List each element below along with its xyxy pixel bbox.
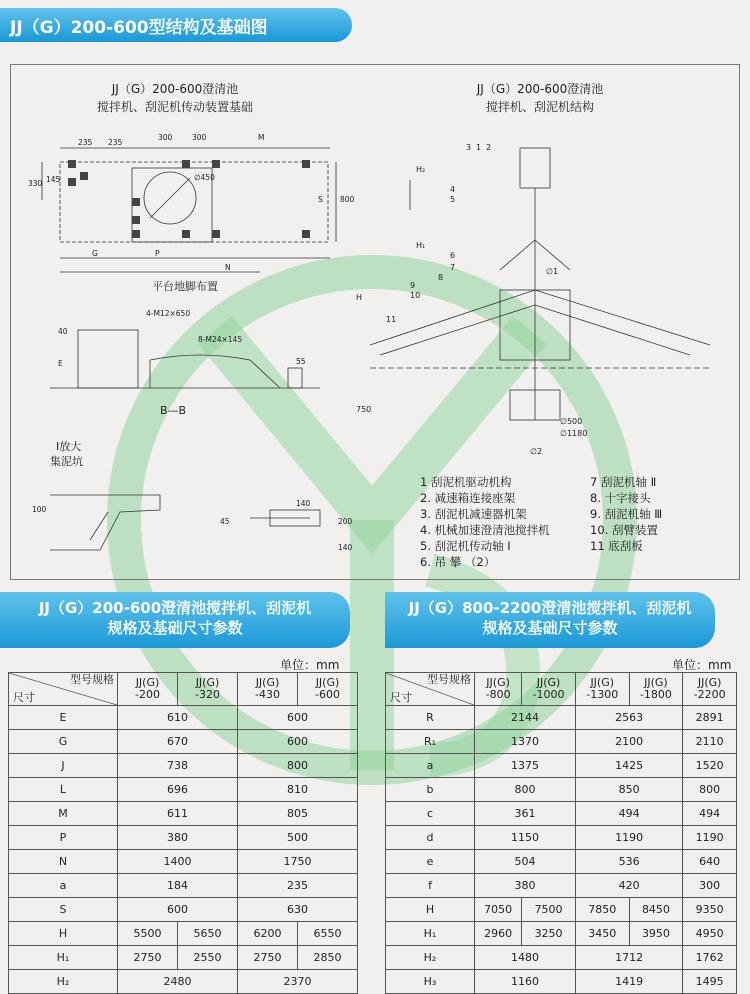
sump-label: 集泥坑 [50, 455, 83, 468]
legend-item: 6. 吊 攀 （2） [420, 555, 496, 569]
dim-800: 800 [340, 195, 355, 204]
table-cell: 2144 [475, 706, 576, 730]
dim-330: 330 [28, 179, 43, 188]
dim-200: 200 [338, 517, 353, 526]
table-cell: 2370 [238, 970, 358, 994]
table-cell: 1762 [683, 946, 737, 970]
table-row [386, 730, 737, 754]
table-cell: 1419 [575, 970, 682, 994]
table-row [9, 946, 358, 970]
row-label: R₁ [386, 730, 475, 754]
table-row [386, 850, 737, 874]
row-label: N [9, 850, 118, 874]
table2-unit: 单位：mm [672, 658, 732, 672]
row-label: H₂ [9, 970, 118, 994]
table-cell: 184 [118, 874, 238, 898]
row-label: a [9, 874, 118, 898]
row-label: d [386, 826, 475, 850]
row-label: E [9, 706, 118, 730]
dim-40: 40 [58, 327, 68, 336]
table-row [386, 922, 737, 946]
table-cell: 2850 [298, 946, 358, 970]
dim-750: 750 [356, 405, 372, 414]
table-cell: 2550 [178, 946, 238, 970]
table-header-row [386, 673, 737, 706]
table-cell: 805 [238, 802, 358, 826]
dim-4m12: 4-M12×650 [146, 309, 191, 318]
dim-45: 45 [220, 517, 230, 526]
table1-title-line1: JJ（G）200-600澄清池搅拌机、刮泥机 [38, 599, 312, 617]
left-title-line2: 搅拌机、刮泥机传动装置基础 [96, 100, 253, 114]
row-label: b [386, 778, 475, 802]
table-cell: 630 [238, 898, 358, 922]
row-label: L [9, 778, 118, 802]
callout-5: 5 [450, 195, 456, 204]
dim-m: M [258, 133, 265, 142]
row-label: e [386, 850, 475, 874]
table-cell: 1520 [683, 754, 737, 778]
table-cell: 640 [683, 850, 737, 874]
table-cell: 9350 [683, 898, 737, 922]
table-cell: 3450 [575, 922, 629, 946]
table-cell: 1160 [475, 970, 576, 994]
row-label: R [386, 706, 475, 730]
table-cell: 7500 [522, 898, 576, 922]
table-row [386, 970, 737, 994]
table-row [386, 754, 737, 778]
column-header: JJ(G) -430 [238, 673, 298, 706]
table-cell: 670 [118, 730, 238, 754]
table1-title-line2: 规格及基础尺寸参数 [107, 619, 243, 637]
legend-item: 2. 减速箱连接座架 [420, 491, 516, 505]
table-cell: 494 [575, 802, 682, 826]
table-row [386, 874, 737, 898]
table-cell: 600 [238, 706, 358, 730]
dim-55: 55 [296, 357, 306, 366]
table-cell: 800 [683, 778, 737, 802]
table-corner-cell [386, 673, 475, 706]
dim-p: P [155, 249, 160, 258]
table-cell: 1712 [575, 946, 682, 970]
table-cell: 800 [475, 778, 576, 802]
table-cell: 738 [118, 754, 238, 778]
left-title-line1: JJ（G）200-600澄清池 [111, 82, 239, 96]
table2-title-line2: 规格及基础尺寸参数 [482, 619, 618, 637]
table-row [9, 898, 358, 922]
table1-title-banner [0, 592, 350, 648]
table-cell: 1375 [475, 754, 576, 778]
table-cell: 1190 [683, 826, 737, 850]
platform-anchor-label: 平台地脚布置 [152, 280, 218, 293]
table-cell: 1750 [238, 850, 358, 874]
callout-4: 4 [450, 185, 456, 194]
table-row [386, 826, 737, 850]
row-label: H₁ [9, 946, 118, 970]
table2-title-banner [385, 592, 715, 648]
table-cell: 1150 [475, 826, 576, 850]
table-row [9, 706, 358, 730]
table-row [9, 874, 358, 898]
table-cell: 2100 [575, 730, 682, 754]
legend-item: 5. 刮泥机传动轴 Ⅰ [420, 539, 511, 553]
table-row [386, 802, 737, 826]
dim-235b: 235 [108, 138, 123, 147]
legend-item: 11 底刮板 [590, 539, 643, 553]
table-cell: 2960 [475, 922, 522, 946]
legend-row [420, 554, 720, 570]
right-title-line2: 搅拌机、刮泥机结构 [485, 100, 594, 114]
table-cell: 1425 [575, 754, 682, 778]
table-cell: 1400 [118, 850, 238, 874]
table-cell: 536 [575, 850, 682, 874]
row-label: a [386, 754, 475, 778]
table-row [9, 970, 358, 994]
row-label: c [386, 802, 475, 826]
legend-item: 4. 机械加速澄清池搅拌机 [420, 523, 550, 537]
callout-3: 3 [466, 143, 472, 152]
table1-unit: 单位：mm [280, 658, 340, 672]
table-cell: 5650 [178, 922, 238, 946]
row-label: M [9, 802, 118, 826]
column-header: JJ(G) -1800 [629, 673, 683, 706]
detail-label: I放大 [56, 440, 82, 453]
legend-row [420, 490, 720, 506]
table-row [386, 706, 737, 730]
table-cell: 380 [118, 826, 238, 850]
table-row [9, 754, 358, 778]
legend-item: 1 刮泥机驱动机构 [420, 475, 512, 489]
column-header: JJ(G) -320 [178, 673, 238, 706]
row-label: H₃ [386, 970, 475, 994]
table-cell: 361 [475, 802, 576, 826]
dim-140b: 140 [338, 543, 353, 552]
dim-h2: H₂ [416, 165, 426, 174]
dim-phi1180: ∅1180 [560, 429, 588, 438]
table-cell: 1480 [475, 946, 576, 970]
table-cell: 800 [238, 754, 358, 778]
callout-9: 9 [410, 281, 416, 290]
row-label: S [9, 898, 118, 922]
table-row [386, 898, 737, 922]
table-cell: 300 [683, 874, 737, 898]
table-row [386, 946, 737, 970]
table-cell: 600 [238, 730, 358, 754]
dim-g: G [92, 249, 98, 258]
table-cell: 5500 [118, 922, 178, 946]
column-header: JJ(G) -800 [475, 673, 522, 706]
dim-s: S [318, 195, 323, 204]
table-cell: 2480 [118, 970, 238, 994]
table-row [9, 826, 358, 850]
dim-phi450: ∅450 [194, 173, 215, 182]
dim-300a: 300 [158, 133, 173, 142]
row-label: H₂ [386, 946, 475, 970]
foundation-drawing [20, 120, 363, 570]
table-cell: 2750 [238, 946, 298, 970]
table-cell: 810 [238, 778, 358, 802]
dim-h1: H₁ [416, 241, 426, 250]
table-cell: 7850 [575, 898, 629, 922]
table-cell: 494 [683, 802, 737, 826]
column-header: JJ(G) -200 [118, 673, 178, 706]
column-header: JJ(G) -600 [298, 673, 358, 706]
table-cell: 380 [475, 874, 576, 898]
table-cell: 3950 [629, 922, 683, 946]
table-cell: 2750 [118, 946, 178, 970]
table-cell: 420 [575, 874, 682, 898]
table-cell: 1190 [575, 826, 682, 850]
legend-row [420, 506, 720, 522]
dim-phi500: ∅500 [560, 417, 583, 426]
right-drawing-title [440, 80, 640, 116]
table2-title-line1: JJ（G）800-2200澄清池搅拌机、刮泥机 [408, 599, 692, 617]
row-label: f [386, 874, 475, 898]
table-cell: 2563 [575, 706, 682, 730]
corner-bottom-label: 尺寸 [390, 691, 412, 704]
corner-bottom-label: 尺寸 [13, 691, 35, 704]
legend-row [420, 474, 720, 490]
legend-item: 7 刮泥机轴 Ⅱ [590, 475, 657, 489]
legend-row [420, 538, 720, 554]
dim-n: N [225, 263, 231, 272]
row-label: H [386, 898, 475, 922]
table-row [9, 802, 358, 826]
left-drawing-title [55, 80, 295, 116]
table-cell: 3250 [522, 922, 576, 946]
legend-row [420, 522, 720, 538]
callout-6: 6 [450, 251, 456, 260]
legend-item: 10. 刮臂装置 [590, 523, 658, 537]
page-title: JJ（G）200-600型结构及基础图 [10, 17, 268, 38]
dim-8m24: 8-M24×145 [198, 335, 243, 344]
table1-spec-table [8, 672, 358, 994]
table-row [9, 922, 358, 946]
table-cell: 8450 [629, 898, 683, 922]
dim-235a: 235 [78, 138, 93, 147]
table-cell: 504 [475, 850, 576, 874]
callout-7: 7 [450, 263, 456, 272]
corner-top-label: 型号规格 [427, 673, 471, 686]
row-label: J [9, 754, 118, 778]
dim-140a: 140 [296, 499, 311, 508]
dim-300b: 300 [192, 133, 207, 142]
table-cell: 500 [238, 826, 358, 850]
dim-phi1: ∅1 [546, 267, 559, 276]
column-header: JJ(G) -1300 [575, 673, 629, 706]
column-header: JJ(G) -1000 [522, 673, 576, 706]
right-title-line1: JJ（G）200-600澄清池 [476, 82, 604, 96]
table-cell: 696 [118, 778, 238, 802]
callout-2: 2 [486, 143, 492, 152]
table-row [9, 730, 358, 754]
corner-top-label: 型号规格 [70, 673, 114, 686]
table-cell: 6550 [298, 922, 358, 946]
dim-phi2: ∅2 [530, 447, 543, 456]
table-cell: 1370 [475, 730, 576, 754]
mixer-structure-drawing [350, 120, 730, 460]
legend-item: 8. 十字接头 [590, 491, 651, 505]
table-cell: 7050 [475, 898, 522, 922]
table-cell: 600 [118, 898, 238, 922]
table-cell: 6200 [238, 922, 298, 946]
legend-item: 9. 刮泥机轴 Ⅲ [590, 507, 663, 521]
dim-e: E [58, 359, 63, 368]
row-label: H [9, 922, 118, 946]
table-cell: 1495 [683, 970, 737, 994]
legend-item: 3. 刮泥机减速器机架 [420, 507, 527, 521]
section-bb-label: B—B [160, 404, 187, 417]
table-cell: 611 [118, 802, 238, 826]
callout-11: 11 [386, 315, 397, 324]
table-row [9, 778, 358, 802]
column-header: JJ(G) -2200 [683, 673, 737, 706]
table-cell: 850 [575, 778, 682, 802]
table-cell: 4950 [683, 922, 737, 946]
row-label: P [9, 826, 118, 850]
callout-10: 10 [410, 291, 421, 300]
dim-h: H [356, 293, 363, 302]
table-cell: 2891 [683, 706, 737, 730]
callout-8: 8 [438, 273, 444, 282]
table2-spec-table [385, 672, 737, 994]
legend-item [590, 554, 720, 570]
dim-100: 100 [32, 505, 47, 514]
row-label: H₁ [386, 922, 475, 946]
table-corner-cell [9, 673, 118, 706]
table-cell: 610 [118, 706, 238, 730]
callout-1: 1 [476, 143, 482, 152]
table-cell: 2110 [683, 730, 737, 754]
row-label: G [9, 730, 118, 754]
dim-145: 145 [46, 175, 61, 184]
table-cell: 235 [238, 874, 358, 898]
table-row [386, 778, 737, 802]
parts-legend [420, 474, 720, 570]
table-row [9, 850, 358, 874]
table-header-row [9, 673, 358, 706]
